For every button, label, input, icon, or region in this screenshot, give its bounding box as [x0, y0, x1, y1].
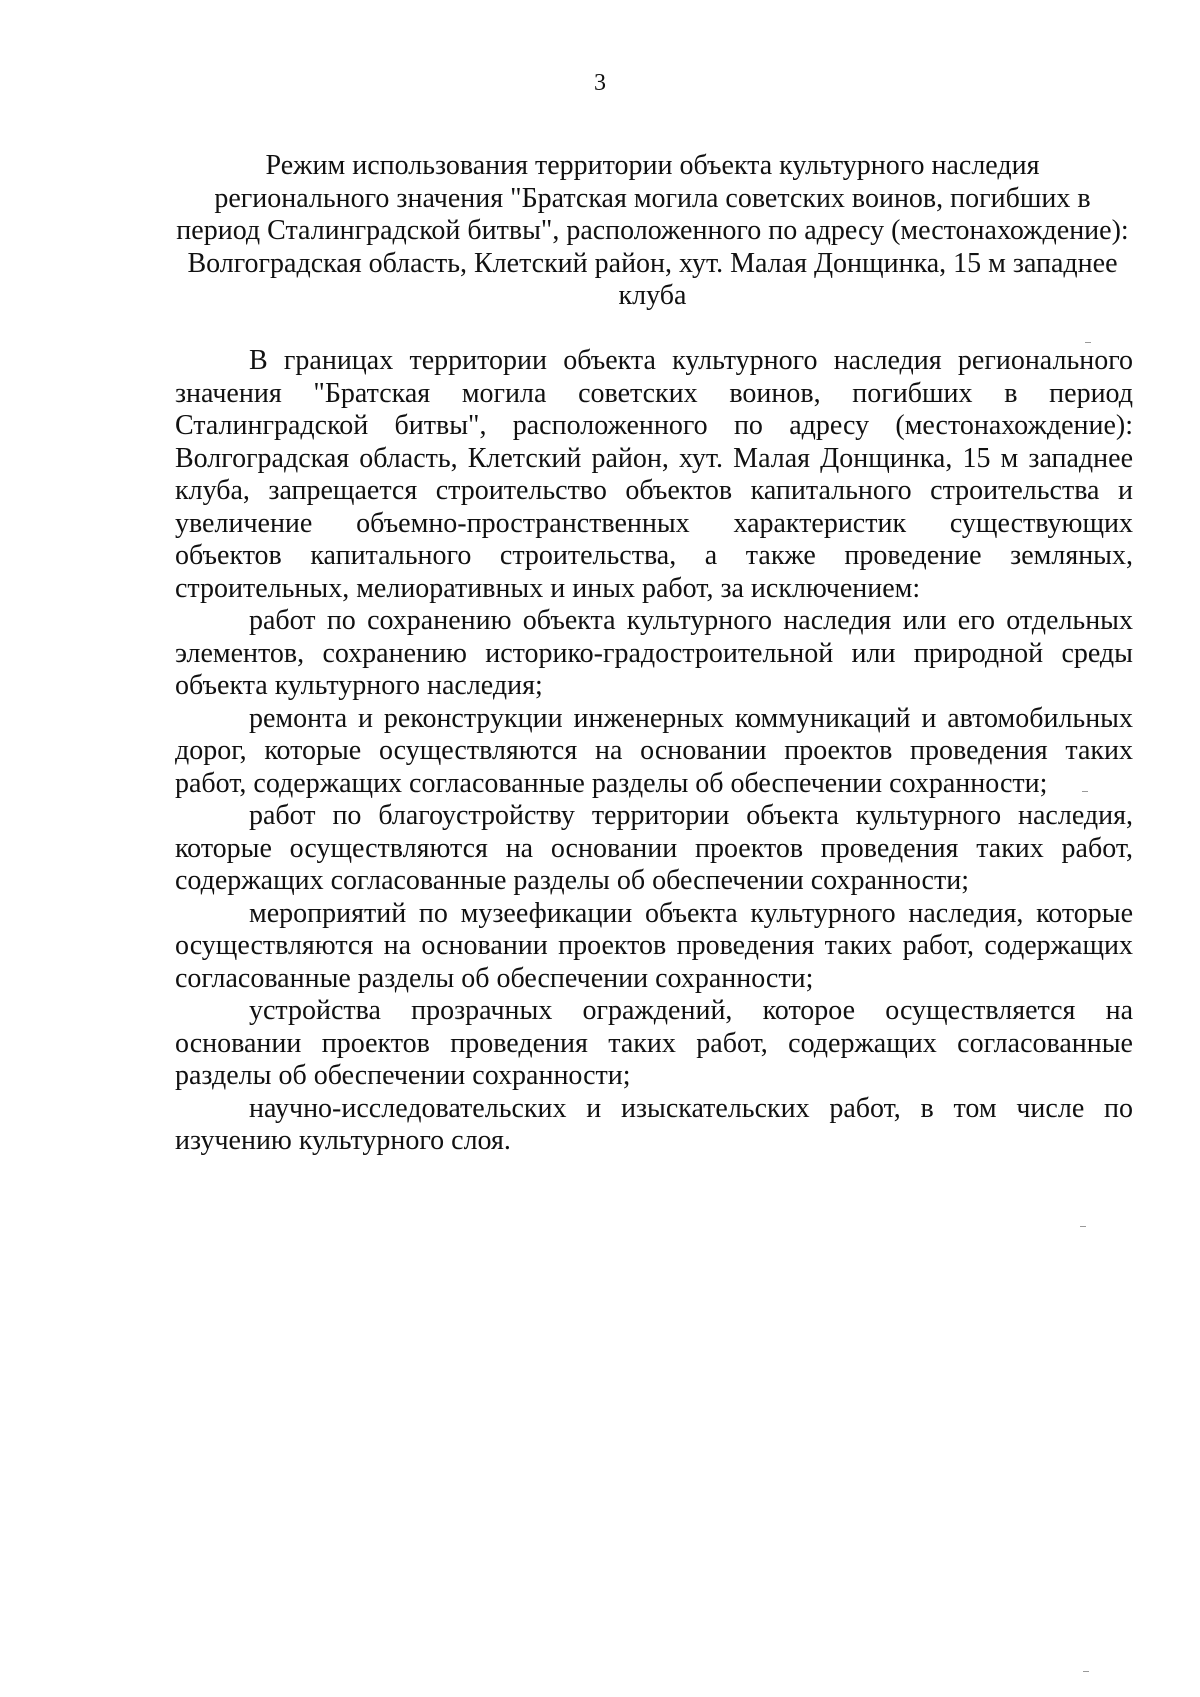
page-number: 3 — [594, 70, 606, 96]
scan-speck — [1080, 1226, 1086, 1227]
document-title — [170, 150, 1135, 313]
title-line: период Сталинградской битвы", расположенного по адресу (местонахождение): — [176, 215, 1129, 246]
exception-item: научно-исследовательских и изыскательских работ, в том числе по изучению культурного слоя. — [175, 1092, 1133, 1156]
exception-item: работ по сохранению объекта культурного наследия или его отдельных элементов, сохранению историко-градостроительной или природной среды объекта культурного наследия; — [175, 605, 1133, 701]
scan-speck — [1082, 791, 1088, 792]
intro-paragraph: В границах территории объекта культурного наследия регионального значения "Братская могила советских воинов, погибших в период Сталинградской битвы", расположенного по адресу (местонахождение): Волгоградская область, Клетский район, хут. Малая Донщинка, 15 м западнее клуба, запрещается строительство объектов капитального строительства и увеличение объемно-пространственных характеристик существующих объектов капитального строительства, а также проведение земляных, строительных, мелиоративных и иных работ, за исключением: — [175, 345, 1133, 604]
title-line: клуба — [618, 280, 687, 311]
title-line: Режим использования территории объекта культурного наследия — [265, 150, 1040, 181]
exception-item: устройства прозрачных ограждений, которое осуществляется на основании проектов проведения таких работ, содержащих согласованные разделы об обеспечении сохранности; — [175, 995, 1133, 1091]
scan-speck — [1085, 342, 1091, 343]
scan-speck — [1083, 1671, 1089, 1672]
exception-item: работ по благоустройству территории объекта культурного наследия, которые осуществляются на основании проектов проведения таких работ, содержащих согласованные разделы об обеспечении сохранности; — [175, 800, 1133, 896]
title-line: Волгоградская область, Клетский район, хут. Малая Донщинка, 15 м западнее — [187, 247, 1118, 279]
document-body — [175, 345, 1133, 1158]
exception-item: мероприятий по музеефикации объекта культурного наследия, которые осуществляются на основании проектов проведения таких работ, содержащих согласованные разделы об обеспечении сохранности; — [175, 897, 1133, 994]
title-line: регионального значения "Братская могила советских воинов, погибших в — [214, 182, 1091, 214]
exception-item: ремонта и реконструкции инженерных коммуникаций и автомобильных дорог, которые осуществляются на основании проектов проведения таких работ, содержащих согласованные разделы об обеспечении сохранности; — [175, 702, 1133, 799]
